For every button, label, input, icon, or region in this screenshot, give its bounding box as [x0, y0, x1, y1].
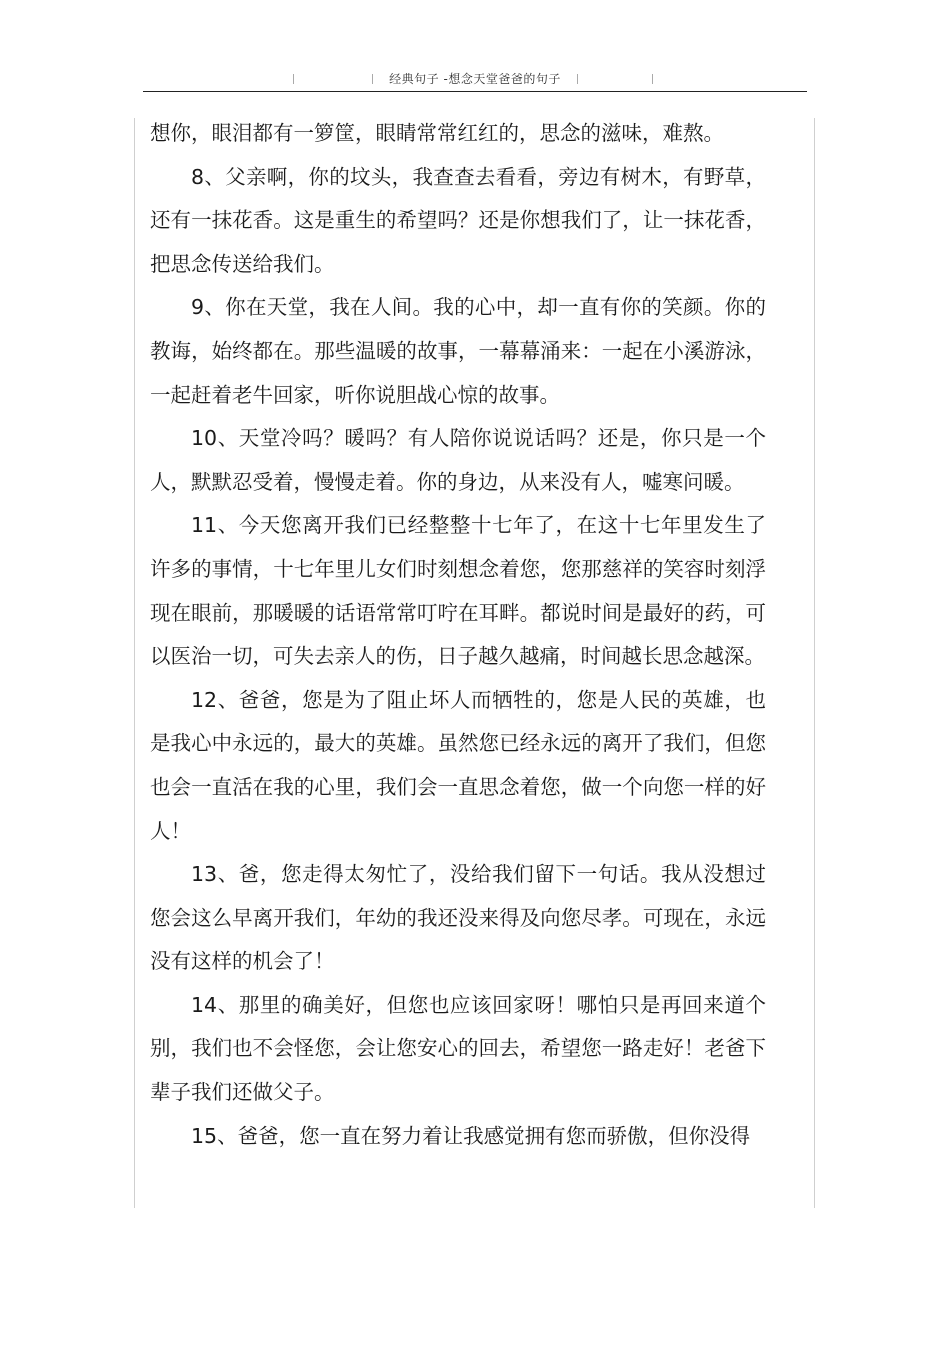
paragraph-12: 12、爸爸，您是为了阻止坏人而牺牲的，您是人民的英雄，也是我心中永远的，最大的英雄。虽然您已经永远的离开了我们，但您也会一直活在我的心里，我们会一直思念着您，做一个向您一样的好人！ — [150, 687, 766, 843]
header-tick-right — [652, 74, 653, 84]
document-body — [150, 112, 766, 1158]
paragraph-9: 9、你在天堂，我在人间。我的心中，却一直有你的笑颜。你的教诲，始终都在。那些温暖的故事，一幕幕涌来：一起在小溪游泳，一起赶着老牛回家，听你说胆战心惊的故事。 — [150, 295, 766, 407]
header-title: 经典句子 -想念天堂爸爸的句子 — [389, 72, 561, 86]
right-margin-line — [814, 118, 815, 1208]
paragraph-8: 8、父亲啊，你的坟头，我查查去看看，旁边有树木，有野草，还有一抹花香。这是重生的希望吗？还是你想我们了，让一抹花香，把思念传送给我们。 — [150, 164, 766, 276]
paragraph-13: 13、爸，您走得太匆忙了，没给我们留下一句话。我从没想过您会这么早离开我们，年幼的我还没来得及向您尽孝。可现在，永远没有这样的机会了！ — [150, 862, 766, 974]
paragraph-7-continuation: 想你，眼泪都有一箩筐，眼睛常常红红的，思念的滋味，难熬。 — [150, 121, 724, 145]
left-margin-line — [134, 118, 135, 1208]
paragraph-11: 11、今天您离开我们已经整整十七年了，在这十七年里发生了许多的事情，十七年里儿女们时刻想念着您，您那慈祥的笑容时刻浮现在眼前，那暖暖的话语常常叮咛在耳畔。都说时间是最好的药，可以医治一切，可失去亲人的伤，日子越久越痛，时间越长思念越深。 — [150, 513, 766, 669]
header-tick-mid-right — [577, 74, 578, 84]
paragraph-14: 14、那里的确美好，但您也应该回家呀！哪怕只是再回来道个别，我们也不会怪您，会让您安心的回去，希望您一路走好！老爸下辈子我们还做父子。 — [150, 992, 766, 1105]
paragraph-10: 10、天堂冷吗？暖吗？有人陪你说说话吗？还是，你只是一个人，默默忍受着，慢慢走着。你的身边，从来没有人，嘘寒问暖。 — [150, 426, 766, 494]
header-rule — [143, 91, 807, 92]
paragraph-15: 15、爸爸，您一直在努力着让我感觉拥有您而骄傲，但你没得 — [191, 1123, 751, 1148]
